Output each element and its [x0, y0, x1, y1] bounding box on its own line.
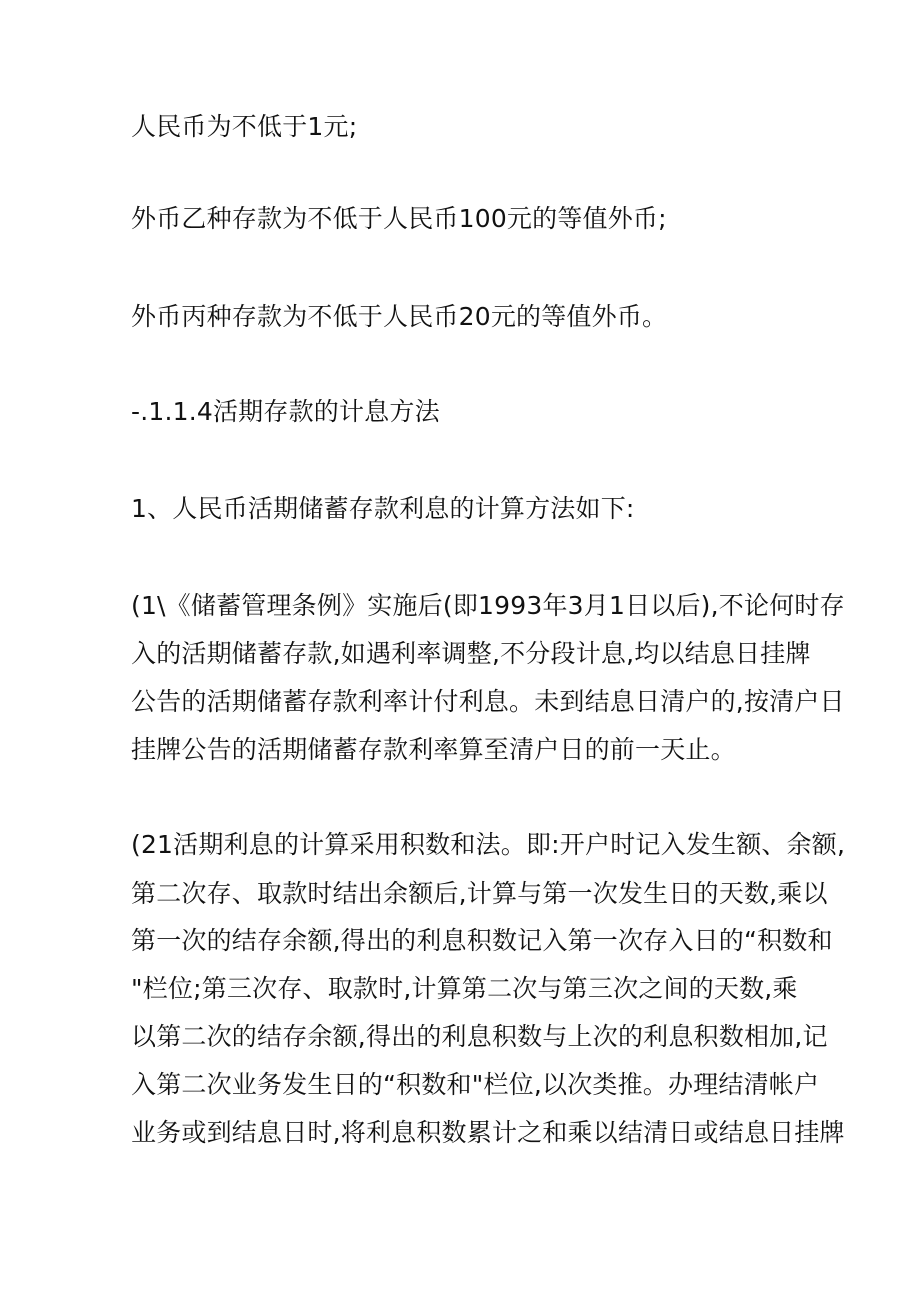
text-line: 外币乙种存款为不低于人民币100元的等值外币;	[131, 204, 667, 233]
text-line: (1\《储蓄管理条例》实施后(即1993年3月1日以后),不论何时存	[131, 591, 845, 620]
text-line: (21活期利息的计算采用积数和法。即:开户时记入发生额、余额,	[131, 830, 846, 859]
text-line: 挂牌公告的活期储蓄存款利率算至清户日的前一天止。	[131, 735, 736, 764]
section-heading: -.1.1.4活期存款的计息方法	[131, 397, 440, 426]
text-line: "栏位;第三次存、取款时,计算第二次与第三次之间的天数,乘	[131, 974, 798, 1003]
text-line: 入第二次业务发生日的“积数和"栏位,以次类推。办理结清帐户	[131, 1070, 820, 1099]
text-line: 第二次存、取款时结出余额后,计算与第一次发生日的天数,乘以	[131, 879, 828, 908]
text-line: 业务或到结息日时,将利息积数累计之和乘以结清日或结息日挂牌	[131, 1118, 845, 1147]
text-line: 人民币为不低于1元;	[131, 112, 358, 141]
text-line: 入的活期储蓄存款,如遇利率调整,不分段计息,均以结息日挂牌	[131, 639, 811, 668]
text-line: 以第二次的结存余额,得出的利息积数与上次的利息积数相加,记	[131, 1022, 828, 1051]
text-line: 第一次的结存余额,得出的利息积数记入第一次存入日的“积数和	[131, 926, 833, 955]
text-line: 公告的活期储蓄存款利率计付利息。未到结息日清户的,按清户日	[131, 687, 845, 716]
text-line: 1、人民币活期储蓄存款利息的计算方法如下:	[131, 494, 635, 523]
text-line: 外币丙种存款为不低于人民币20元的等值外币。	[131, 302, 668, 331]
